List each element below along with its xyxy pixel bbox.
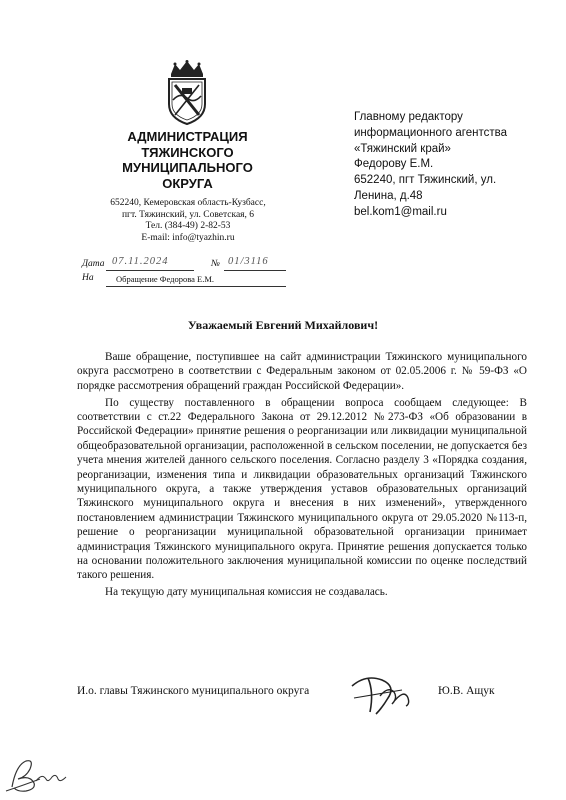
handwritten-signature-icon bbox=[348, 668, 428, 718]
recipient-line: 652240, пгт Тяжинский, ул. bbox=[354, 174, 497, 187]
date-value: 07.11.2024 bbox=[112, 256, 169, 267]
coat-of-arms-icon bbox=[162, 60, 212, 126]
address-line: 652240, Кемеровская область-Кузбасс, bbox=[110, 198, 266, 208]
reference-value: Обращение Федорова Е.М. bbox=[116, 274, 215, 284]
number-underline bbox=[224, 270, 286, 271]
number-label: № bbox=[211, 259, 220, 269]
handwritten-mark-icon bbox=[4, 755, 76, 795]
organization-name-line: ОКРУГА bbox=[162, 175, 213, 191]
organization-name bbox=[100, 129, 275, 191]
reference-label: На bbox=[82, 273, 94, 283]
paragraph: Ваше обращение, поступившее на сайт администрации Тяжинского муниципального округа рассмотрено в соответствии с Федеральным законом от 02.05.2006 г. № 59-ФЗ «О порядке рассмотрения обращений граждан Российской Федерации». bbox=[77, 351, 527, 392]
recipient-block bbox=[354, 110, 554, 221]
recipient-line: информационного агентства bbox=[354, 126, 507, 139]
number-value: 01/3116 bbox=[228, 256, 269, 267]
organization-name-line: АДМИНИСТРАЦИЯ bbox=[127, 129, 248, 144]
signatory-position: И.о. главы Тяжинского муниципального округа bbox=[77, 685, 310, 697]
address-line: пгт. Тяжинский, ул. Советская, 6 bbox=[121, 209, 255, 220]
organization-name-line: МУНИЦИПАЛЬНОГО bbox=[122, 160, 253, 175]
address-line: Тел. (384-49) 2-82-53 bbox=[145, 221, 231, 231]
signatory-name: Ю.В. Ащук bbox=[438, 685, 495, 697]
recipient-line: «Тяжинский край» bbox=[354, 142, 451, 155]
date-underline bbox=[106, 270, 194, 271]
recipient-line: Федорову Е.М. bbox=[354, 158, 434, 171]
greeting: Уважаемый Евгений Михайлович! bbox=[187, 318, 379, 332]
organization-address bbox=[98, 198, 278, 244]
organization-name-line: ТЯЖИНСКОГО bbox=[141, 144, 234, 160]
recipient-line: Ленина, д.48 bbox=[354, 189, 423, 202]
paragraph: На текущую дату муниципальная комиссия не создавалась. bbox=[105, 586, 388, 599]
recipient-line: Главному редактору bbox=[354, 111, 463, 123]
paragraph: По существу поставленного в обращении вопроса сообщаем следующее: В соответствии с ст.22 Федерального Закона от 29.12.2012 №273-ФЗ «Об образовании в Российской Федерации» принятие решения о реорганизации или ликвидации муниципальной общеобразовательной организации, расположенной в сельском поселении, не допускается без учета мнения жителей данного сельского поселения. Согласно разделу 3 «Порядка создания, реорганизации, изменения типа и ликвидации образовательных организаций Тяжинского муниципального округа, а также утверждения уставов образовательных организаций Тяжинского муниципального округа и внесения в них изменений», утвержденного постановлением администрации Тяжинского муниципального округа от 29.05.2020 №113-п, решение о реорганизации муниципальной образовательной организации принимает администрация Тяжинского муниципального округа. Принятие решения допускается только на основании положительного заключения муниципальной комиссии по оценке последствий такого решения. bbox=[77, 396, 527, 582]
recipient-email: bel.kom1@mail.ru bbox=[354, 205, 447, 218]
address-line: E-mail: info@tyazhin.ru bbox=[141, 232, 235, 243]
date-label: Дата bbox=[82, 259, 105, 269]
letter-body bbox=[77, 350, 527, 600]
reference-underline bbox=[106, 286, 286, 287]
